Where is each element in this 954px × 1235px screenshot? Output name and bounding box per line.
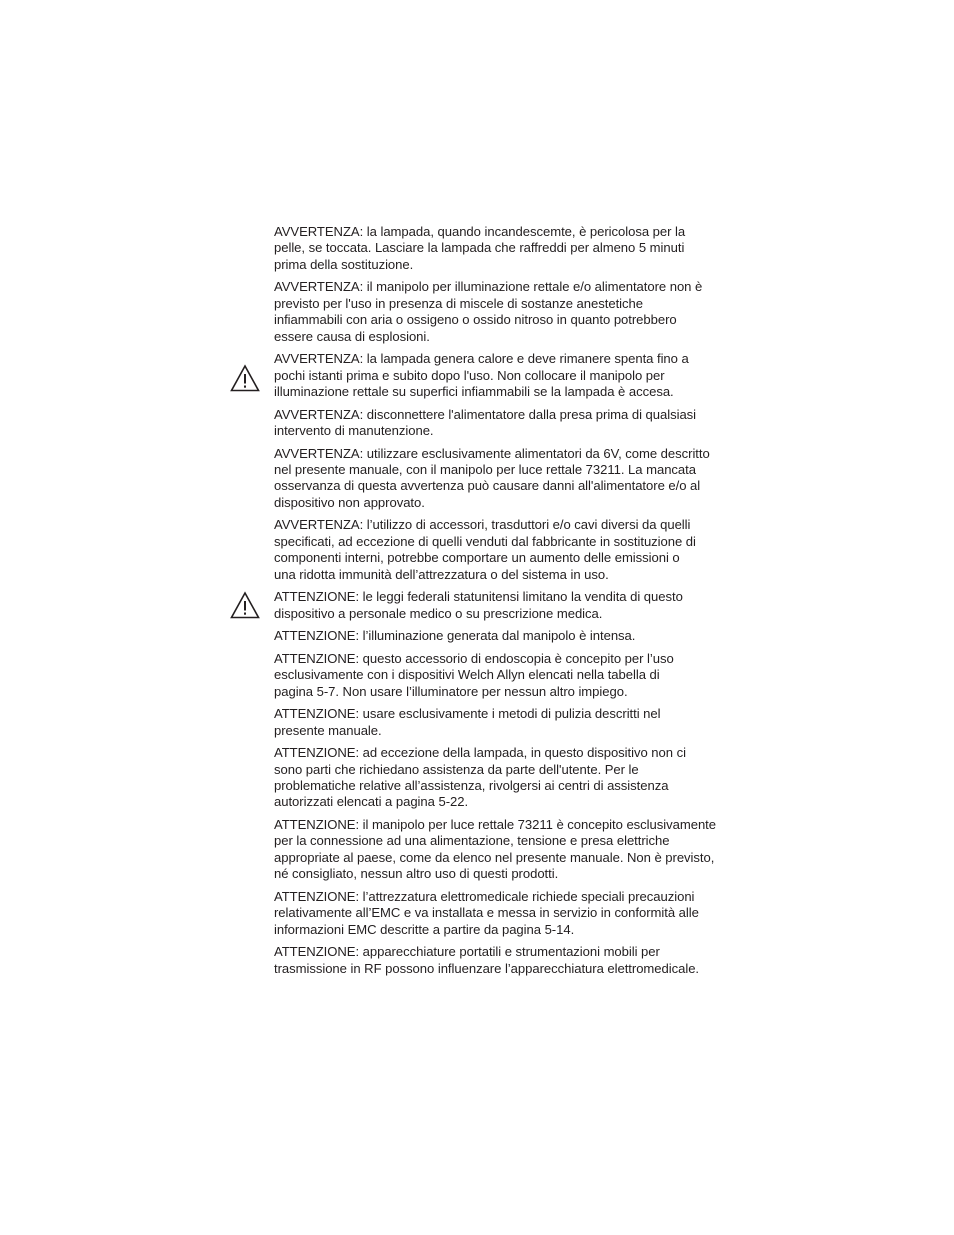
warning-explosion-risk: AVVERTENZA: il manipolo per illuminazione rettale e/o alimentatore non è previsto per l'uso in presenza di miscele di sostanze anestetiche infiammabili con aria o ossigeno o ossido nitroso in quanto potrebbero essere causa di esplosioni.	[274, 279, 703, 344]
warning-6v-power-supply: AVVERTENZA: utilizzare esclusivamente alimentatori da 6V, come descritto nel presente manuale, con il manipolo per luce rettale 73211. La mancata osservanza di questa avvertenza può causare danni all'alimentatore e/o al dispositivo non approvato.	[274, 445, 710, 510]
caution-no-user-serviceable-parts: ATTENZIONE: ad eccezione della lampada, in questo dispositivo non ci sono parti che richiedano assistenza da parte dell'utente. Per le problematiche relative all’assistenza, rivolgersi ai centri di assistenza autorizzati elencati a pagina 5-22.	[274, 745, 686, 810]
caution-intense-light: ATTENZIONE: l’illuminazione generata dal manipolo è intensa.	[274, 628, 636, 644]
caution-emc-precautions: ATTENZIONE: l’attrezzatura elettromedicale richiede speciali precauzioni relativamente all’EMC e va installata e messa in servizio in conformità alle informazioni EMC descritte a partire da pagina 5-14.	[274, 888, 699, 937]
caution-power-connection: ATTENZIONE: il manipolo per luce rettale 73211 è concepito esclusivamente per la connessione ad una alimentazione, tensione e presa elettriche appropriate al paese, come da elenco nel presente manuale. Non è previsto, né consigliato, nessun altro uso di questi prodotti.	[274, 817, 716, 882]
warning-lamp-heat: AVVERTENZA: la lampada genera calore e deve rimanere spenta fino a pochi istanti prima e subito dopo l'uso. Non collocare il manipolo per illuminazione rettale su superfici infiammabili se la lampada è accesa.	[274, 351, 689, 400]
caution-device-compatibility: ATTENZIONE: questo accessorio di endoscopia è concepito per l’uso esclusivamente con i dispositivi Welch Allyn elencati nella tabella di pagina 5-7. Non usare l’illuminatore per nessun altro impiego.	[274, 650, 674, 699]
warnings-list	[274, 224, 744, 983]
caution-cleaning-methods: ATTENZIONE: usare esclusivamente i metodi di pulizia descritti nel presente manuale.	[274, 706, 661, 738]
warning-disconnect-power: AVVERTENZA: disconnettere l'alimentatore dalla presa prima di qualsiasi intervento di manutenzione.	[274, 406, 697, 439]
warning-hot-lamp: AVVERTENZA: la lampada, quando incandescemte, è pericolosa per la pelle, se toccata. Lasciare la lampada che raffreddi per almeno 5 minuti prima della sostituzione.	[274, 224, 686, 272]
caution-federal-law: ATTENZIONE: le leggi federali statunitensi limitano la vendita di questo dispositivo a personale medico o su prescrizione medica.	[274, 589, 683, 621]
warning-accessories-emissions: AVVERTENZA: l’utilizzo di accessori, trasduttori e/o cavi diversi da quelli specificati, ad eccezione di quelli venduti dal fabbricante in sostituzione di componenti interni, potrebbe comportare un aumento delle emissioni o una ridotta immunità dell’attrezzatura o del sistema in uso.	[274, 517, 696, 582]
caution-rf-interference: ATTENZIONE: apparecchiature portatili e strumentazioni mobili per trasmissione in RF possono influenzare l’apparecchiatura elettromedicale.	[274, 944, 700, 976]
caution-triangle-icon	[230, 591, 260, 619]
warning-triangle-icon	[230, 364, 260, 392]
